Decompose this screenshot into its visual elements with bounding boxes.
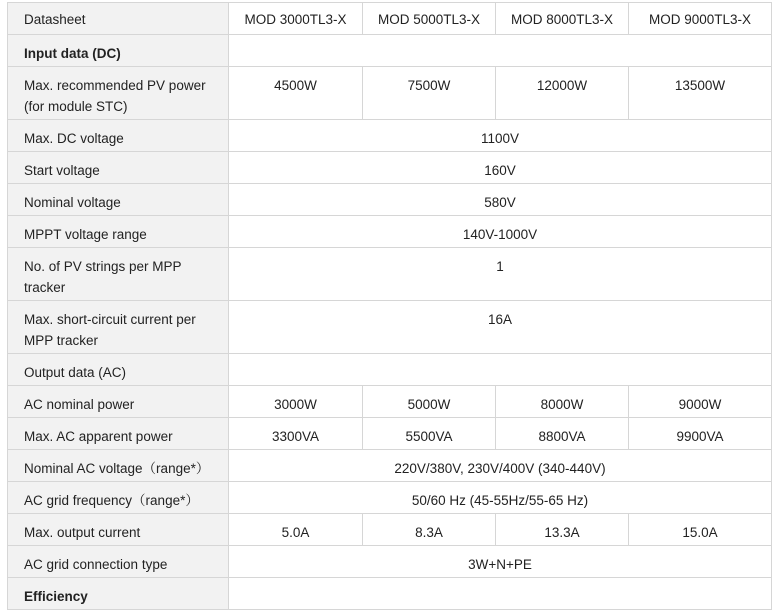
shared-value-cell: 140V-1000V [229, 216, 772, 248]
model-header: MOD 9000TL3-X [629, 3, 772, 35]
row-label: Start voltage [8, 152, 229, 184]
row-label: Nominal voltage [8, 184, 229, 216]
table-row [8, 216, 772, 248]
section-blank-cell [229, 354, 772, 386]
value-cell: 8800VA [496, 418, 629, 450]
row-label: Max. AC apparent power [8, 418, 229, 450]
model-header: MOD 5000TL3-X [363, 3, 496, 35]
section-row [8, 354, 772, 386]
model-header: MOD 8000TL3-X [496, 3, 629, 35]
table-row [8, 301, 772, 354]
row-label: Max. output current [8, 514, 229, 546]
table-row [8, 418, 772, 450]
header-row [8, 3, 772, 35]
row-label: Nominal AC voltage（range*） [8, 450, 229, 482]
table-row [8, 514, 772, 546]
value-cell: 8000W [496, 386, 629, 418]
section-row [8, 35, 772, 67]
value-cell: 3000W [229, 386, 363, 418]
value-cell: 5500VA [363, 418, 496, 450]
value-cell: 4500W [229, 67, 363, 120]
model-header: MOD 3000TL3-X [229, 3, 363, 35]
header-label: Datasheet [8, 3, 229, 35]
shared-value-cell: 16A [229, 301, 772, 354]
value-cell: 5.0A [229, 514, 363, 546]
table-row [8, 184, 772, 216]
row-label: AC grid frequency（range*） [8, 482, 229, 514]
value-cell: 8.3A [363, 514, 496, 546]
value-cell: 5000W [363, 386, 496, 418]
value-cell: 9000W [629, 386, 772, 418]
row-label: AC nominal power [8, 386, 229, 418]
value-cell: 3300VA [229, 418, 363, 450]
shared-value-cell: 220V/380V, 230V/400V (340-440V) [229, 450, 772, 482]
table-row [8, 152, 772, 184]
table-row [8, 386, 772, 418]
row-label: No. of PV strings per MPP tracker [8, 248, 229, 301]
row-label: Max. DC voltage [8, 120, 229, 152]
section-label: Input data (DC) [8, 35, 229, 67]
table-row [8, 482, 772, 514]
shared-value-cell: 1100V [229, 120, 772, 152]
value-cell: 13500W [629, 67, 772, 120]
shared-value-cell: 3W+N+PE [229, 546, 772, 578]
section-blank-cell [229, 578, 772, 610]
value-cell: 12000W [496, 67, 629, 120]
row-label: Max. recommended PV power (for module STC) [8, 67, 229, 120]
table-row [8, 248, 772, 301]
shared-value-cell: 160V [229, 152, 772, 184]
table-row [8, 67, 772, 120]
value-cell: 9900VA [629, 418, 772, 450]
shared-value-cell: 50/60 Hz (45-55Hz/55-65 Hz) [229, 482, 772, 514]
value-cell: 13.3A [496, 514, 629, 546]
row-label: Max. short-circuit current per MPP tracker [8, 301, 229, 354]
section-label: Efficiency [8, 578, 229, 610]
shared-value-cell: 1 [229, 248, 772, 301]
row-label: MPPT voltage range [8, 216, 229, 248]
datasheet-table [7, 2, 772, 610]
value-cell: 15.0A [629, 514, 772, 546]
table-row [8, 450, 772, 482]
section-label: Output data (AC) [8, 354, 229, 386]
shared-value-cell: 580V [229, 184, 772, 216]
table-row [8, 546, 772, 578]
value-cell: 7500W [363, 67, 496, 120]
section-row [8, 578, 772, 610]
table-body [8, 35, 772, 610]
section-blank-cell [229, 35, 772, 67]
row-label: AC grid connection type [8, 546, 229, 578]
table-row [8, 120, 772, 152]
